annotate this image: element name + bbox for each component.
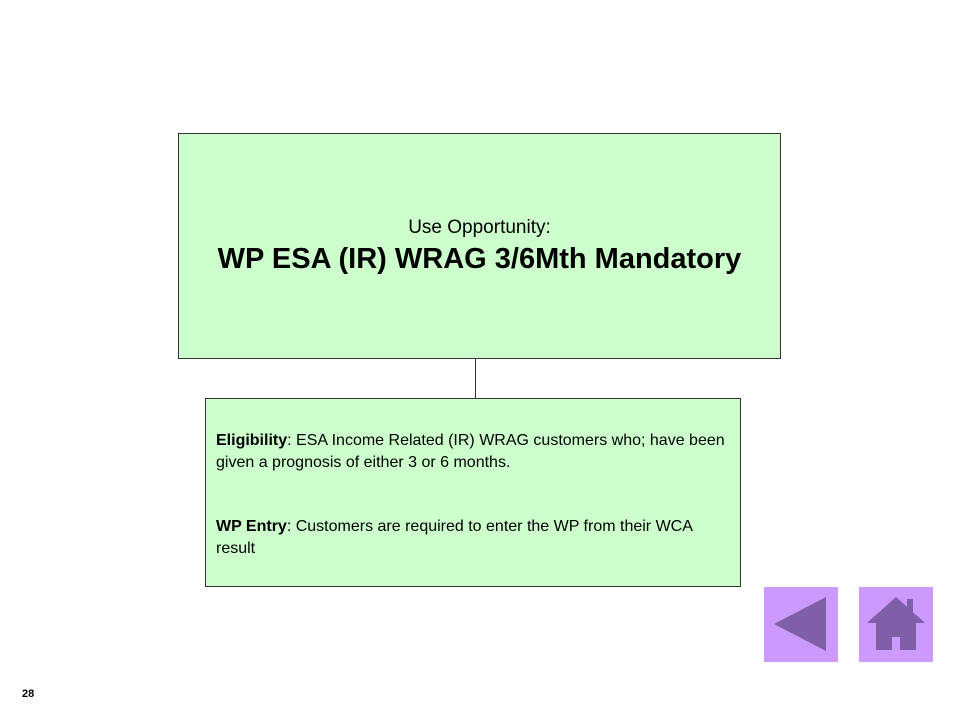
back-button[interactable]: [764, 587, 838, 662]
home-icon: [859, 587, 933, 662]
entry-heading: WP Entry: [216, 518, 287, 535]
opportunity-box: [178, 133, 781, 359]
back-arrow-icon: [764, 587, 838, 662]
opportunity-title: WP ESA (IR) WRAG 3/6Mth Mandatory: [217, 243, 742, 275]
connector-line: [475, 359, 476, 398]
eligibility-heading: Eligibility: [216, 432, 288, 449]
home-button[interactable]: [859, 587, 933, 662]
eligibility-text: : ESA Income Related (IR) WRAG customers who; have been given a prognosis of either 3 or 6 months.: [216, 432, 725, 471]
entry-paragraph: [216, 516, 730, 560]
eligibility-paragraph: [216, 430, 730, 474]
entry-text: : Customers are required to enter the WP from their WCA result: [216, 518, 693, 557]
details-box: [205, 398, 741, 587]
page-number: 28: [22, 688, 35, 700]
opportunity-label: Use Opportunity:: [408, 217, 551, 238]
